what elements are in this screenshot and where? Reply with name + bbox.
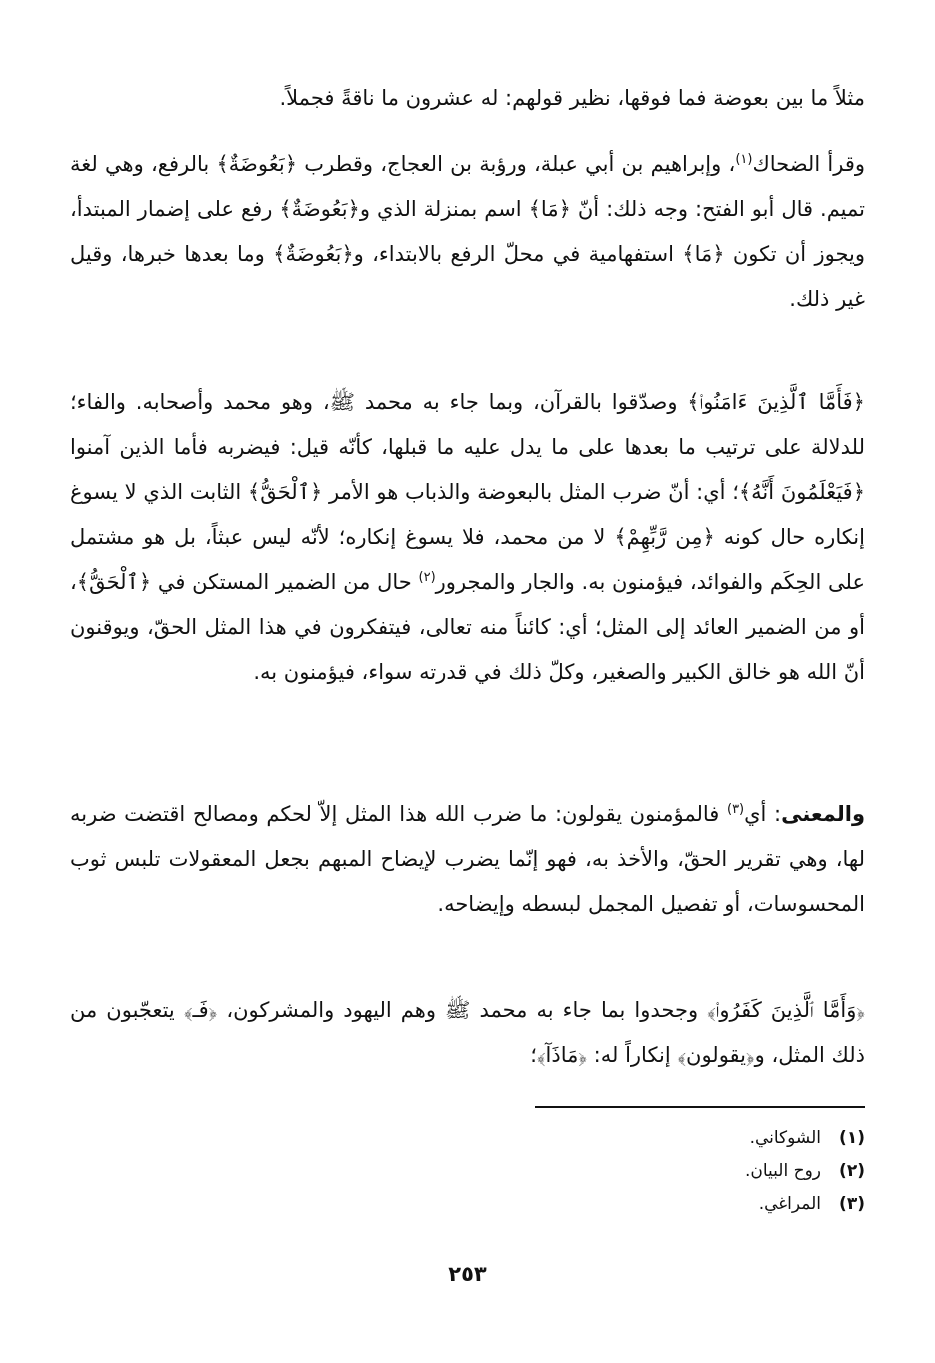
footnote-divider [535, 1106, 865, 1108]
paragraph-4-text-rest: فالمؤمنون يقولون: ما ضرب الله هذا المثل إلاّ لحكم ومصالح اقتضت ضربه لها، وهي تقرير الحقّ، والأخذ به، فهو إنّما يضرب لإيضاح المبهم بجعل المعقولات تلبس ثوب المحسوسات، أو تفصيل المجمل لبسطه وإيضاحه. [70, 802, 865, 916]
paragraph-4-text-start: : أي [744, 802, 782, 826]
footnotes [465, 1122, 865, 1221]
footnote-1-number: (١) [839, 1128, 865, 1148]
paragraph-5 [70, 988, 865, 1078]
paragraph-4-lead: والمعنى [781, 802, 865, 826]
footnote-3 [465, 1188, 865, 1221]
paragraph-2-text-rest: ، وإبراهيم بن أبي عبلة، ورؤبة بن العجاج، وقطرب ﴿بَعُوضَةٌ﴾ بالرفع، وهي لغة تميم. قال أبو الفتح: وجه ذلك: أنّ ﴿مَا﴾ اسم بمنزلة الذي و﴿بَعُوضَةٌ﴾ رفع على إضمار المبتدأ، ويجوز أن تكون ﴿مَا﴾ استفهامية في محلّ الرفع بالابتداء، و﴿بَعُوضَةٌ﴾ وما بعدها خبرها، وقيل غير ذلك. [70, 152, 865, 311]
book-page [70, 70, 865, 1350]
footnote-3-number: (٣) [839, 1194, 865, 1214]
paragraph-3-text-start: ﴿فَأَمَّا ٱلَّذِينَ ءَامَنُوا۟﴾ وصدّقوا بالقرآن، وبما جاء به محمد ﷺ، وهو محمد وأصحابه. والفاء؛ للدلالة على ترتيب ما بعدها على ما يدل عليه ما قبلها، كأنّه قيل: فيضربه فأما الذين آمنوا ﴿فَيَعْلَمُونَ أَنَّهُ﴾؛ أي: أنّ ضرب المثل بالبعوضة والذباب هو الأمر ﴿ٱلْحَقُّ﴾ الثابت الذي لا يسوغ إنكاره حال كونه ﴿مِن رَّبِّهِمْ﴾ لا من محمد، فلا يسوغ إنكاره؛ لأنّه ليس عبثاً، بل هو مشتمل على الحِكَم والفوائد، فيؤمنون به. والجار والمجرور [70, 390, 865, 594]
paragraph-3 [70, 380, 865, 695]
footnote-1 [465, 1122, 865, 1155]
paragraph-2 [70, 142, 865, 322]
footnote-2-text: روح البيان. [744, 1161, 821, 1181]
footnote-3-text: المراغي. [758, 1194, 821, 1214]
footnote-ref-3: (٣) [726, 802, 745, 817]
paragraph-5-text: ﴿وَأَمَّا ٱلَّذِينَ كَفَرُوا۟﴾ وجحدوا بما جاء به محمد ﷺ وهم اليهود والمشركون، ﴿فَـ﴾ يتعجّبون من ذلك المثل، و﴿يقولون﴾ إنكاراً له: ﴿مَاذَآ﴾؛ [70, 998, 865, 1067]
footnote-2 [465, 1155, 865, 1188]
footnote-1-text: الشوكاني. [749, 1128, 821, 1148]
footnote-2-number: (٢) [839, 1161, 865, 1181]
footnote-ref-2: (٢) [418, 570, 436, 585]
paragraph-2-text-start: وقرأ الضحاك [752, 152, 866, 176]
paragraph-3-text-rest: حال من الضمير المستكن في ﴿ٱلْحَقُّ﴾، أو من الضمير العائد إلى المثل؛ أي: كائناً منه تعالى، فيتفكرون في هذا المثل الحقّ، ويوقنون أنّ الله هو خالق الكبير والصغير، وكلّ ذلك في قدرته سواء، فيؤمنون به. [70, 570, 865, 684]
footnote-ref-1: (١) [735, 152, 753, 167]
page-number: ٢٥٣ [448, 1262, 487, 1286]
paragraph-1 [70, 76, 865, 121]
paragraph-1-text: مثلاً ما بين بعوضة فما فوقها، نظير قولهم: له عشرون ما ناقةً فجملاً. [279, 86, 865, 110]
paragraph-4 [70, 792, 865, 927]
